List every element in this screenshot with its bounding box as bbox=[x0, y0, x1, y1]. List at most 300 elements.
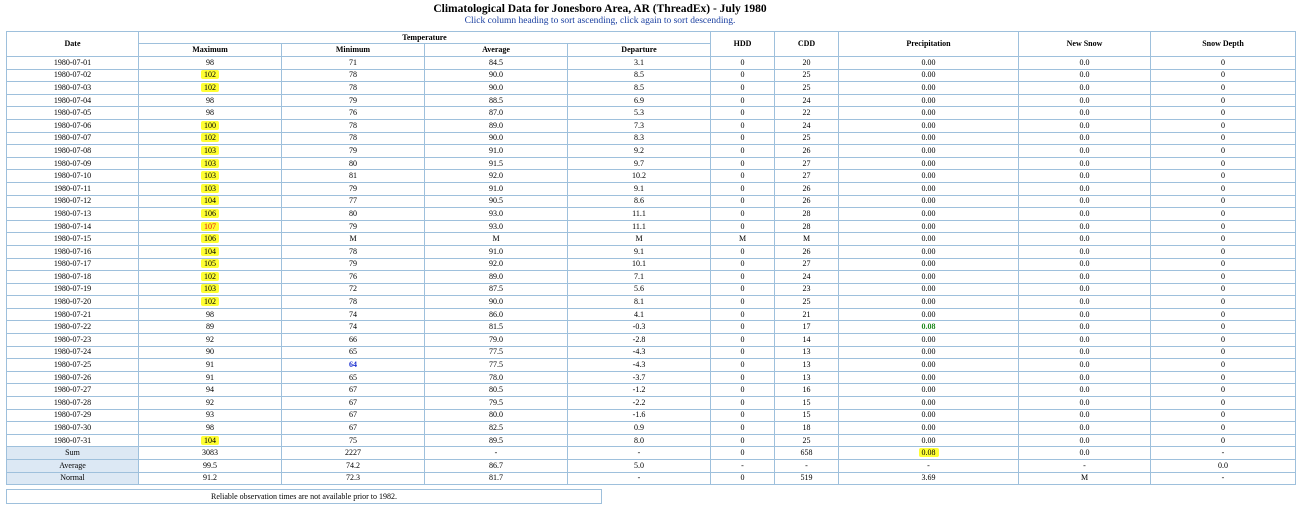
summary-cell-avg-value: 86.7 bbox=[489, 460, 503, 470]
cell-min bbox=[282, 132, 425, 145]
cell-snow bbox=[1019, 296, 1151, 309]
summary-cell-avg bbox=[425, 447, 568, 460]
cell-cdd bbox=[775, 170, 839, 183]
col-cdd-header[interactable]: CDD bbox=[775, 32, 839, 57]
cell-snow bbox=[1019, 321, 1151, 334]
cell-avg-value: 78.0 bbox=[489, 372, 503, 382]
cell-pcp bbox=[839, 321, 1019, 334]
cell-avg-value: 90.5 bbox=[489, 196, 503, 206]
cell-date: 1980-07-20 bbox=[7, 296, 139, 309]
cell-max bbox=[139, 208, 282, 221]
col-date-header[interactable]: Date bbox=[7, 32, 139, 57]
cell-dep-value: 8.6 bbox=[634, 196, 644, 206]
climate-data-table bbox=[6, 31, 1296, 485]
cell-dep-value: 10.1 bbox=[632, 259, 646, 269]
table-row bbox=[7, 346, 1296, 359]
cell-min-value: 77 bbox=[349, 196, 357, 206]
cell-dep bbox=[568, 107, 711, 120]
cell-dep-value: M bbox=[635, 234, 643, 244]
cell-depth bbox=[1151, 321, 1296, 334]
cell-depth bbox=[1151, 119, 1296, 132]
cell-cdd-value: 21 bbox=[802, 309, 811, 319]
cell-date: 1980-07-18 bbox=[7, 271, 139, 284]
summary-cell-snow-value: - bbox=[1083, 460, 1086, 470]
summary-cell-pcp bbox=[839, 447, 1019, 460]
cell-pcp-value: 0.00 bbox=[921, 183, 936, 193]
table-row bbox=[7, 397, 1296, 410]
cell-cdd bbox=[775, 321, 839, 334]
cell-pcp bbox=[839, 397, 1019, 410]
cell-max bbox=[139, 308, 282, 321]
cell-date: 1980-07-25 bbox=[7, 359, 139, 372]
cell-snow bbox=[1019, 346, 1151, 359]
cell-avg bbox=[425, 195, 568, 208]
cell-date: 1980-07-11 bbox=[7, 182, 139, 195]
cell-max bbox=[139, 245, 282, 258]
cell-min bbox=[282, 119, 425, 132]
cell-max-value: 98 bbox=[206, 309, 214, 319]
cell-cdd bbox=[775, 145, 839, 158]
cell-date: 1980-07-29 bbox=[7, 409, 139, 422]
page-title: Climatological Data for Jonesboro Area, AR (ThreadEx) - July 1980 bbox=[433, 3, 767, 15]
summary-cell-min-value: 74.2 bbox=[346, 460, 360, 470]
cell-max bbox=[139, 296, 282, 309]
cell-dep bbox=[568, 119, 711, 132]
cell-avg-value: 80.0 bbox=[489, 410, 503, 420]
cell-depth bbox=[1151, 94, 1296, 107]
cell-cdd bbox=[775, 296, 839, 309]
cell-date: 1980-07-24 bbox=[7, 346, 139, 359]
cell-pcp bbox=[839, 182, 1019, 195]
cell-min bbox=[282, 208, 425, 221]
summary-row bbox=[7, 472, 1296, 485]
cell-min-value: 79 bbox=[349, 145, 357, 155]
cell-avg-value: 90.0 bbox=[489, 297, 503, 307]
cell-depth bbox=[1151, 334, 1296, 347]
cell-depth bbox=[1151, 434, 1296, 447]
cell-cdd-value: 28 bbox=[802, 221, 811, 231]
summary-cell-pcp bbox=[839, 460, 1019, 473]
cell-depth bbox=[1151, 220, 1296, 233]
cell-depth-value: 0 bbox=[1221, 246, 1225, 256]
cell-max-value: 93 bbox=[206, 410, 214, 420]
cell-avg-value: 90.0 bbox=[489, 70, 503, 80]
cell-hdd-value: 0 bbox=[740, 196, 745, 206]
cell-avg bbox=[425, 271, 568, 284]
cell-cdd-value: 20 bbox=[802, 57, 811, 67]
cell-cdd-value: 26 bbox=[802, 145, 811, 155]
cell-cdd-value: 24 bbox=[802, 95, 811, 105]
col-hdd-header[interactable]: HDD bbox=[711, 32, 775, 57]
col-minimum-header[interactable]: Minimum bbox=[282, 44, 425, 57]
cell-hdd bbox=[711, 283, 775, 296]
cell-max-value: 103 bbox=[201, 171, 219, 180]
cell-max-value: 102 bbox=[201, 297, 219, 306]
cell-max bbox=[139, 170, 282, 183]
cell-snow bbox=[1019, 384, 1151, 397]
cell-hdd bbox=[711, 195, 775, 208]
cell-pcp-value: 0.00 bbox=[921, 171, 936, 181]
cell-hdd bbox=[711, 208, 775, 221]
cell-hdd-value: 0 bbox=[740, 259, 745, 269]
cell-pcp bbox=[839, 157, 1019, 170]
cell-avg-value: 82.5 bbox=[489, 423, 503, 433]
cell-avg bbox=[425, 119, 568, 132]
cell-snow-value: 0.0 bbox=[1079, 120, 1090, 130]
cell-dep bbox=[568, 346, 711, 359]
cell-dep-value: 4.1 bbox=[634, 309, 644, 319]
col-maximum-header[interactable]: Maximum bbox=[139, 44, 282, 57]
cell-pcp-value: 0.00 bbox=[921, 70, 936, 80]
cell-dep-value: 7.3 bbox=[634, 120, 644, 130]
cell-cdd-value: 25 bbox=[802, 70, 811, 80]
cell-pcp-value: 0.00 bbox=[921, 120, 936, 130]
cell-snow bbox=[1019, 208, 1151, 221]
cell-date: 1980-07-06 bbox=[7, 119, 139, 132]
cell-pcp-value: 0.00 bbox=[921, 133, 936, 143]
cell-snow bbox=[1019, 434, 1151, 447]
cell-date: 1980-07-01 bbox=[7, 57, 139, 70]
table-row bbox=[7, 321, 1296, 334]
cell-pcp bbox=[839, 296, 1019, 309]
cell-cdd bbox=[775, 258, 839, 271]
cell-avg bbox=[425, 220, 568, 233]
cell-depth-value: 0 bbox=[1221, 435, 1225, 445]
cell-cdd-value: 15 bbox=[802, 397, 811, 407]
cell-snow-value: 0.0 bbox=[1079, 108, 1090, 118]
cell-cdd bbox=[775, 308, 839, 321]
summary-cell-avg bbox=[425, 460, 568, 473]
cell-avg-value: 88.5 bbox=[489, 95, 503, 105]
cell-date: 1980-07-03 bbox=[7, 82, 139, 95]
cell-min bbox=[282, 384, 425, 397]
cell-depth bbox=[1151, 409, 1296, 422]
summary-cell-max bbox=[139, 460, 282, 473]
table-row bbox=[7, 132, 1296, 145]
cell-dep bbox=[568, 422, 711, 435]
cell-depth bbox=[1151, 208, 1296, 221]
cell-depth-value: 0 bbox=[1221, 234, 1225, 244]
cell-depth-value: 0 bbox=[1221, 82, 1225, 92]
cell-hdd-value: 0 bbox=[740, 158, 745, 168]
cell-dep-value: 8.1 bbox=[634, 297, 644, 307]
cell-hdd bbox=[711, 107, 775, 120]
cell-max-value: 102 bbox=[201, 83, 219, 92]
cell-depth-value: 0 bbox=[1221, 70, 1225, 80]
cell-max bbox=[139, 57, 282, 70]
cell-hdd bbox=[711, 434, 775, 447]
cell-dep bbox=[568, 397, 711, 410]
cell-min bbox=[282, 359, 425, 372]
cell-date: 1980-07-08 bbox=[7, 145, 139, 158]
cell-depth-value: 0 bbox=[1221, 120, 1225, 130]
cell-avg-value: 80.5 bbox=[489, 385, 503, 395]
cell-max bbox=[139, 157, 282, 170]
cell-dep-value: 0.9 bbox=[634, 423, 644, 433]
summary-cell-depth-value: - bbox=[1221, 448, 1225, 458]
cell-min-value: 74 bbox=[349, 309, 357, 319]
cell-depth-value: 0 bbox=[1221, 309, 1225, 319]
cell-max-value: 92 bbox=[206, 397, 214, 407]
summary-cell-dep-value: 5.0 bbox=[634, 460, 644, 470]
cell-avg bbox=[425, 422, 568, 435]
cell-cdd bbox=[775, 371, 839, 384]
cell-hdd-value: 0 bbox=[740, 360, 745, 370]
table-row bbox=[7, 271, 1296, 284]
cell-min-value: 80 bbox=[349, 208, 357, 218]
cell-dep bbox=[568, 245, 711, 258]
cell-hdd-value: 0 bbox=[740, 108, 745, 118]
cell-hdd bbox=[711, 271, 775, 284]
cell-snow-value: 0.0 bbox=[1079, 196, 1090, 206]
cell-avg-value: 91.0 bbox=[489, 183, 503, 193]
cell-avg bbox=[425, 308, 568, 321]
cell-hdd bbox=[711, 69, 775, 82]
cell-min-value: 67 bbox=[349, 410, 357, 420]
cell-min-value: 79 bbox=[349, 183, 357, 193]
cell-min-value: 78 bbox=[349, 70, 357, 80]
cell-date: 1980-07-09 bbox=[7, 157, 139, 170]
cell-min-value: 67 bbox=[349, 385, 357, 395]
cell-dep bbox=[568, 220, 711, 233]
cell-min-value: 65 bbox=[349, 347, 357, 357]
cell-depth-value: 0 bbox=[1221, 133, 1225, 143]
cell-date: 1980-07-21 bbox=[7, 308, 139, 321]
cell-min bbox=[282, 170, 425, 183]
table-row bbox=[7, 384, 1296, 397]
cell-cdd bbox=[775, 422, 839, 435]
cell-max-value: 103 bbox=[201, 284, 219, 293]
cell-pcp bbox=[839, 119, 1019, 132]
cell-dep bbox=[568, 195, 711, 208]
cell-pcp-value: 0.00 bbox=[921, 246, 936, 256]
cell-hdd-value: 0 bbox=[740, 221, 745, 231]
cell-max-value: 90 bbox=[206, 347, 214, 357]
cell-max bbox=[139, 334, 282, 347]
cell-avg-value: 77.5 bbox=[489, 347, 503, 357]
cell-snow-value: 0.0 bbox=[1079, 297, 1090, 307]
cell-snow-value: 0.0 bbox=[1079, 284, 1090, 294]
cell-depth-value: 0 bbox=[1221, 423, 1225, 433]
cell-depth bbox=[1151, 245, 1296, 258]
cell-min-value: 78 bbox=[349, 133, 357, 143]
cell-snow bbox=[1019, 308, 1151, 321]
table-row bbox=[7, 434, 1296, 447]
table-row bbox=[7, 283, 1296, 296]
cell-cdd-value: 25 bbox=[802, 435, 811, 445]
table-row bbox=[7, 82, 1296, 95]
cell-dep-value: 5.6 bbox=[634, 284, 644, 294]
cell-pcp bbox=[839, 57, 1019, 70]
cell-avg bbox=[425, 69, 568, 82]
cell-hdd bbox=[711, 422, 775, 435]
cell-max bbox=[139, 119, 282, 132]
cell-snow-value: 0.0 bbox=[1079, 334, 1090, 344]
cell-snow-value: 0.0 bbox=[1079, 221, 1090, 231]
cell-min-value: 67 bbox=[349, 397, 357, 407]
cell-cdd bbox=[775, 397, 839, 410]
cell-snow-value: 0.0 bbox=[1079, 397, 1090, 407]
cell-cdd-value: 25 bbox=[802, 297, 811, 307]
cell-pcp bbox=[839, 208, 1019, 221]
cell-avg bbox=[425, 397, 568, 410]
cell-min-value: 65 bbox=[349, 372, 357, 382]
cell-pcp bbox=[839, 384, 1019, 397]
cell-avg-value: 79.5 bbox=[489, 397, 503, 407]
cell-snow-value: 0.0 bbox=[1079, 372, 1090, 382]
cell-snow bbox=[1019, 94, 1151, 107]
cell-pcp bbox=[839, 233, 1019, 246]
cell-date: 1980-07-07 bbox=[7, 132, 139, 145]
cell-hdd bbox=[711, 384, 775, 397]
cell-max-value: 91 bbox=[206, 360, 214, 370]
cell-max-value: 98 bbox=[206, 108, 214, 118]
cell-date: 1980-07-13 bbox=[7, 208, 139, 221]
col-departure-header[interactable]: Departure bbox=[568, 44, 711, 57]
cell-hdd bbox=[711, 371, 775, 384]
cell-min bbox=[282, 220, 425, 233]
cell-cdd-value: 13 bbox=[802, 347, 811, 357]
cell-avg-value: 81.5 bbox=[489, 322, 503, 332]
table-row bbox=[7, 119, 1296, 132]
col-snow-depth-header[interactable]: Snow Depth bbox=[1151, 32, 1296, 57]
cell-max-value: 98 bbox=[206, 57, 214, 67]
cell-depth-value: 0 bbox=[1221, 284, 1225, 294]
col-precipitation-header[interactable]: Precipitation bbox=[839, 32, 1019, 57]
cell-avg-value: 91.5 bbox=[489, 158, 503, 168]
cell-dep bbox=[568, 334, 711, 347]
cell-snow bbox=[1019, 82, 1151, 95]
cell-hdd bbox=[711, 308, 775, 321]
cell-date: 1980-07-12 bbox=[7, 195, 139, 208]
cell-min-value: 78 bbox=[349, 246, 357, 256]
cell-min bbox=[282, 82, 425, 95]
cell-dep bbox=[568, 258, 711, 271]
cell-pcp-value: 0.00 bbox=[921, 196, 936, 206]
cell-max bbox=[139, 107, 282, 120]
cell-hdd-value: 0 bbox=[740, 271, 745, 281]
cell-min bbox=[282, 434, 425, 447]
cell-snow-value: 0.0 bbox=[1079, 57, 1090, 67]
cell-date: 1980-07-16 bbox=[7, 245, 139, 258]
cell-depth-value: 0 bbox=[1221, 385, 1225, 395]
cell-depth bbox=[1151, 308, 1296, 321]
cell-hdd-value: 0 bbox=[740, 284, 745, 294]
col-new-snow-header[interactable]: New Snow bbox=[1019, 32, 1151, 57]
cell-dep bbox=[568, 157, 711, 170]
cell-avg-value: 93.0 bbox=[489, 208, 503, 218]
cell-dep-value: 3.1 bbox=[634, 57, 644, 67]
cell-depth-value: 0 bbox=[1221, 271, 1225, 281]
cell-pcp-value: 0.00 bbox=[921, 334, 936, 344]
cell-avg bbox=[425, 57, 568, 70]
cell-max bbox=[139, 258, 282, 271]
cell-date: 1980-07-10 bbox=[7, 170, 139, 183]
cell-snow-value: 0.0 bbox=[1079, 158, 1090, 168]
cell-snow-value: 0.0 bbox=[1079, 183, 1090, 193]
cell-avg-value: 89.5 bbox=[489, 435, 503, 445]
cell-min bbox=[282, 409, 425, 422]
cell-date: 1980-07-02 bbox=[7, 69, 139, 82]
cell-pcp-value: 0.00 bbox=[921, 423, 936, 433]
cell-depth bbox=[1151, 170, 1296, 183]
cell-max bbox=[139, 422, 282, 435]
cell-pcp-value: 0.00 bbox=[921, 397, 936, 407]
summary-cell-hdd bbox=[711, 472, 775, 485]
cell-cdd-value: 24 bbox=[802, 120, 811, 130]
cell-snow bbox=[1019, 195, 1151, 208]
cell-depth-value: 0 bbox=[1221, 297, 1225, 307]
cell-date: 1980-07-19 bbox=[7, 283, 139, 296]
summary-cell-min-value: 72.3 bbox=[346, 473, 360, 483]
summary-cell-depth bbox=[1151, 447, 1296, 460]
cell-cdd-value: 26 bbox=[802, 246, 811, 256]
cell-dep bbox=[568, 321, 711, 334]
cell-depth-value: 0 bbox=[1221, 347, 1225, 357]
cell-hdd bbox=[711, 182, 775, 195]
cell-date: 1980-07-26 bbox=[7, 371, 139, 384]
cell-cdd bbox=[775, 346, 839, 359]
cell-cdd-value: 13 bbox=[802, 360, 811, 370]
cell-max-value: 100 bbox=[201, 121, 219, 130]
summary-cell-avg-value: - bbox=[494, 448, 498, 458]
cell-depth bbox=[1151, 145, 1296, 158]
cell-hdd bbox=[711, 359, 775, 372]
cell-min-value: 74 bbox=[349, 322, 357, 332]
cell-depth-value: 0 bbox=[1221, 259, 1225, 269]
cell-dep-value: -4.3 bbox=[632, 360, 646, 370]
cell-depth-value: 0 bbox=[1221, 145, 1225, 155]
cell-min-value: 76 bbox=[349, 271, 357, 281]
summary-cell-cdd bbox=[775, 460, 839, 473]
summary-cell-hdd-value: - bbox=[741, 460, 744, 470]
cell-cdd-value: 22 bbox=[802, 108, 811, 118]
cell-hdd-value: 0 bbox=[740, 435, 745, 445]
cell-pcp-value: 0.00 bbox=[921, 372, 936, 382]
summary-cell-max-value: 99.5 bbox=[203, 460, 217, 470]
cell-depth-value: 0 bbox=[1221, 372, 1225, 382]
cell-hdd-value: 0 bbox=[740, 57, 745, 67]
cell-snow-value: 0.0 bbox=[1079, 309, 1090, 319]
col-average-header[interactable]: Average bbox=[425, 44, 568, 57]
cell-cdd-value: 26 bbox=[802, 183, 811, 193]
cell-pcp-value: 0.00 bbox=[921, 208, 936, 218]
cell-dep bbox=[568, 94, 711, 107]
cell-avg-value: 87.0 bbox=[489, 108, 503, 118]
cell-snow bbox=[1019, 220, 1151, 233]
cell-min-value: 79 bbox=[349, 259, 357, 269]
cell-pcp bbox=[839, 170, 1019, 183]
cell-max bbox=[139, 434, 282, 447]
cell-max bbox=[139, 371, 282, 384]
table-row bbox=[7, 245, 1296, 258]
cell-hdd bbox=[711, 170, 775, 183]
cell-cdd bbox=[775, 195, 839, 208]
cell-max-value: 102 bbox=[201, 70, 219, 79]
summary-cell-dep-value: - bbox=[637, 473, 641, 483]
cell-snow-value: 0.0 bbox=[1079, 360, 1090, 370]
cell-snow bbox=[1019, 245, 1151, 258]
cell-depth bbox=[1151, 422, 1296, 435]
cell-dep bbox=[568, 233, 711, 246]
cell-avg-value: 90.0 bbox=[489, 82, 503, 92]
cell-dep-value: -4.3 bbox=[632, 347, 646, 357]
cell-dep bbox=[568, 145, 711, 158]
cell-hdd-value: 0 bbox=[740, 95, 745, 105]
cell-min bbox=[282, 57, 425, 70]
summary-cell-snow bbox=[1019, 447, 1151, 460]
cell-depth-value: 0 bbox=[1221, 95, 1225, 105]
